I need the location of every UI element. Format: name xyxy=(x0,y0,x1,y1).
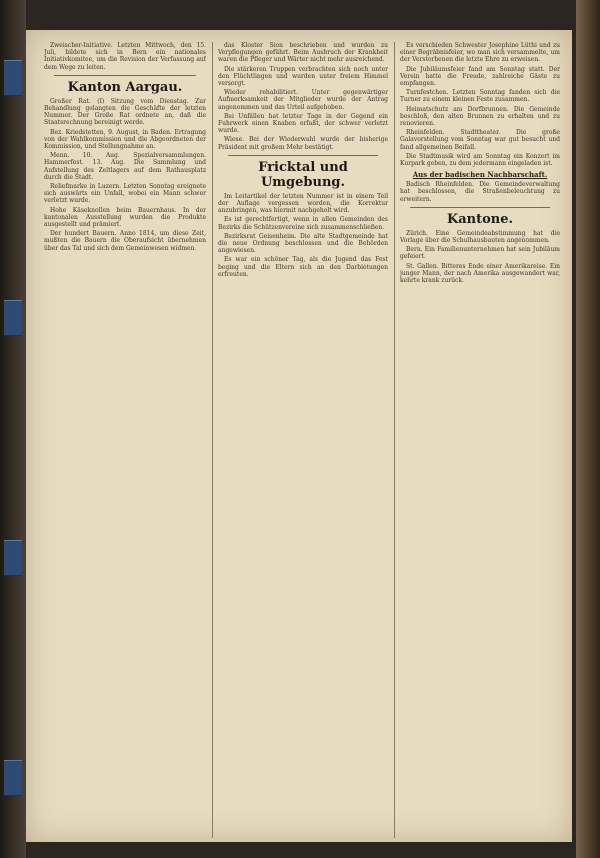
article-text: Der hundert Bauern. Anno 1814, um diese Zeit, mußten die Bauern die Oberaufsicht übernehmen über das Tal und sich dem Gemeinwesen widmen. xyxy=(44,230,206,252)
article-text: Im Leitartikel der letzten Nummer ist in einem Teil der Auflage vergessen worden, die Korrektur anzubringen, was hiermit nachgeholt wird. xyxy=(218,192,388,215)
column-rule xyxy=(212,42,213,838)
article-text: Badisch Rheinfelden. Die Gemeindeverwaltung hat beschlossen, die Straßenbeleuchtung zu erweitern. xyxy=(400,181,560,203)
section-heading-fricktal: Fricktal und Umgebung. xyxy=(258,159,348,190)
article-text: Großer Rat. (I) Sitzung vom Dienstag. Zur Behandlung gelangten die Geschäfte der letzten Nummer. Der Große Rat ordnete an, daß die Staatsrechnung bereinigt werde. xyxy=(44,97,206,127)
article-text: Hohe Käseknollen beim Bauernhaus. In der kantonalen Ausstellung wurden die Produkte ausgestellt und prämiert. xyxy=(44,206,206,229)
article-text: Es ist gerechtfertigt, wenn in allen Gemeinden des Bezirks die Schützenvereine sich zusammenschließen. xyxy=(218,216,388,231)
spine-band xyxy=(4,760,22,796)
article-text: Die Jubiläumsfeier fand am Sonntag statt. Der Verein hatte die Freude, zahlreiche Gäste zu empfangen. xyxy=(400,65,560,88)
article-text: Bei Unfällen hat letzter Tage in der Gegend ein Fuhrwerk einen Knaben erfaßt, der schwer verletzt wurde. xyxy=(218,112,388,135)
article-text: Bez. Kriedstetten, 9. August, in Baden. Ertragung von der Wahlkommission und die Abgeordneten der Kommission, und Stellungnahme an. xyxy=(44,128,206,151)
article-text: Bezirksrat Geisenheim. Die alte Stadtgemeinde hat die neue Ordnung beschlossen und die Behörden angewiesen. xyxy=(218,232,388,255)
article-text: Zweischer-Initiative. Letzten Mittwoch, den 15. Juli, bildete sich in Bern ein nationales Initiativkomitee, um die Revision der Verfassung auf dem Wege zu leiten. xyxy=(44,42,206,71)
section-heading-kantone: Kantone. xyxy=(446,211,514,227)
divider xyxy=(228,155,378,156)
article-text: Bern. Ein Familienunternehmen hat sein Jubiläum gefeiert. xyxy=(400,246,560,261)
column-middle xyxy=(218,42,388,838)
article-text: St. Gallen. Bitteres Ende einer Amerikareise. Ein junger Mann, der nach Amerika ausgewandert war, kehrte krank zurück. xyxy=(400,262,560,285)
article-text: Heimatschutz am Dorfbrunnen. Die Gemeinde beschloß, den alten Brunnen zu erhalten und zu renovieren. xyxy=(400,105,560,128)
article-text: Rheinfelden. Stadttheater. Die große Galavorstellung vom Sonntag war gut besucht und fand allgemeinen Beifall. xyxy=(400,129,560,151)
article-text: Die Stadtmusik wird am Sonntag ein Konzert im Kurpark geben, zu dem jedermann eingeladen ist. xyxy=(400,152,560,168)
section-heading-aargau: Kanton Aargau. xyxy=(67,79,183,95)
column-left xyxy=(44,42,206,838)
book-page-edges xyxy=(576,0,600,858)
divider xyxy=(54,75,196,76)
article-text: Wiese. Bei der Wiederwahl wurde der bisherige Präsident mit großem Mehr bestätigt. xyxy=(218,136,388,151)
spine-band xyxy=(4,300,22,336)
article-text: Reliefmarke in Luzern. Letzten Sonntag ereignete sich auswärts ein Unfall, wobei ein Mann schwer verletzt wurde. xyxy=(44,183,206,205)
article-text: Wieder rehabilitiert. Unter gegenwärtiger Aufmerksamkeit der Mitglieder wurde der Antrag angenommen und das Urteil aufgehoben. xyxy=(218,89,388,111)
article-text: Menn. 10. Aug. Spezialversammlungen. Hammerfest. 13. Aug. Die Sammlung und Aufstellung des Zeltlagers auf dem Rathausplatz durch die Stadt. xyxy=(44,152,206,181)
column-rule xyxy=(394,42,395,838)
spine-band xyxy=(4,540,22,576)
book-spine-left xyxy=(0,0,26,858)
article-text: Die stärkeren Truppen verbrachten sich noch unter den Flüchtlingen und wurden unter freiem Himmel versorgt. xyxy=(218,65,388,88)
article-text: Turnfestchen. Letzten Sonntag fanden sich die Turner zu einem kleinen Feste zusammen. xyxy=(400,89,560,104)
article-text: das Kloster Sion beschrieben und wurden zu Verpflegungen geführt. Beim Ausbruch der Krankheit waren die Pfleger und Wärter nicht mehr ausreichend. xyxy=(218,42,388,64)
newspaper-page xyxy=(26,30,572,842)
section-subheading-baden: Aus der badischen Nachbarschaft. xyxy=(412,170,548,180)
article-text: Es war ein schöner Tag, als die Jugend das Fest beging und die Eltern sich an den Darbietungen erfreuten. xyxy=(218,256,388,278)
column-right xyxy=(400,42,560,838)
divider xyxy=(410,207,550,208)
spine-band xyxy=(4,60,22,96)
article-text: Zürich. Eine Gemeindeabstimmung hat die Vorlage über die Schulhausbauten angenommen. xyxy=(400,229,560,245)
article-text: Es verschieden Schwester Josephine Lüthi und zu einer Begräbnisfeier, wo man sich versammelte, um der Verstorbenen die letzte Ehre zu erweisen. xyxy=(400,42,560,64)
